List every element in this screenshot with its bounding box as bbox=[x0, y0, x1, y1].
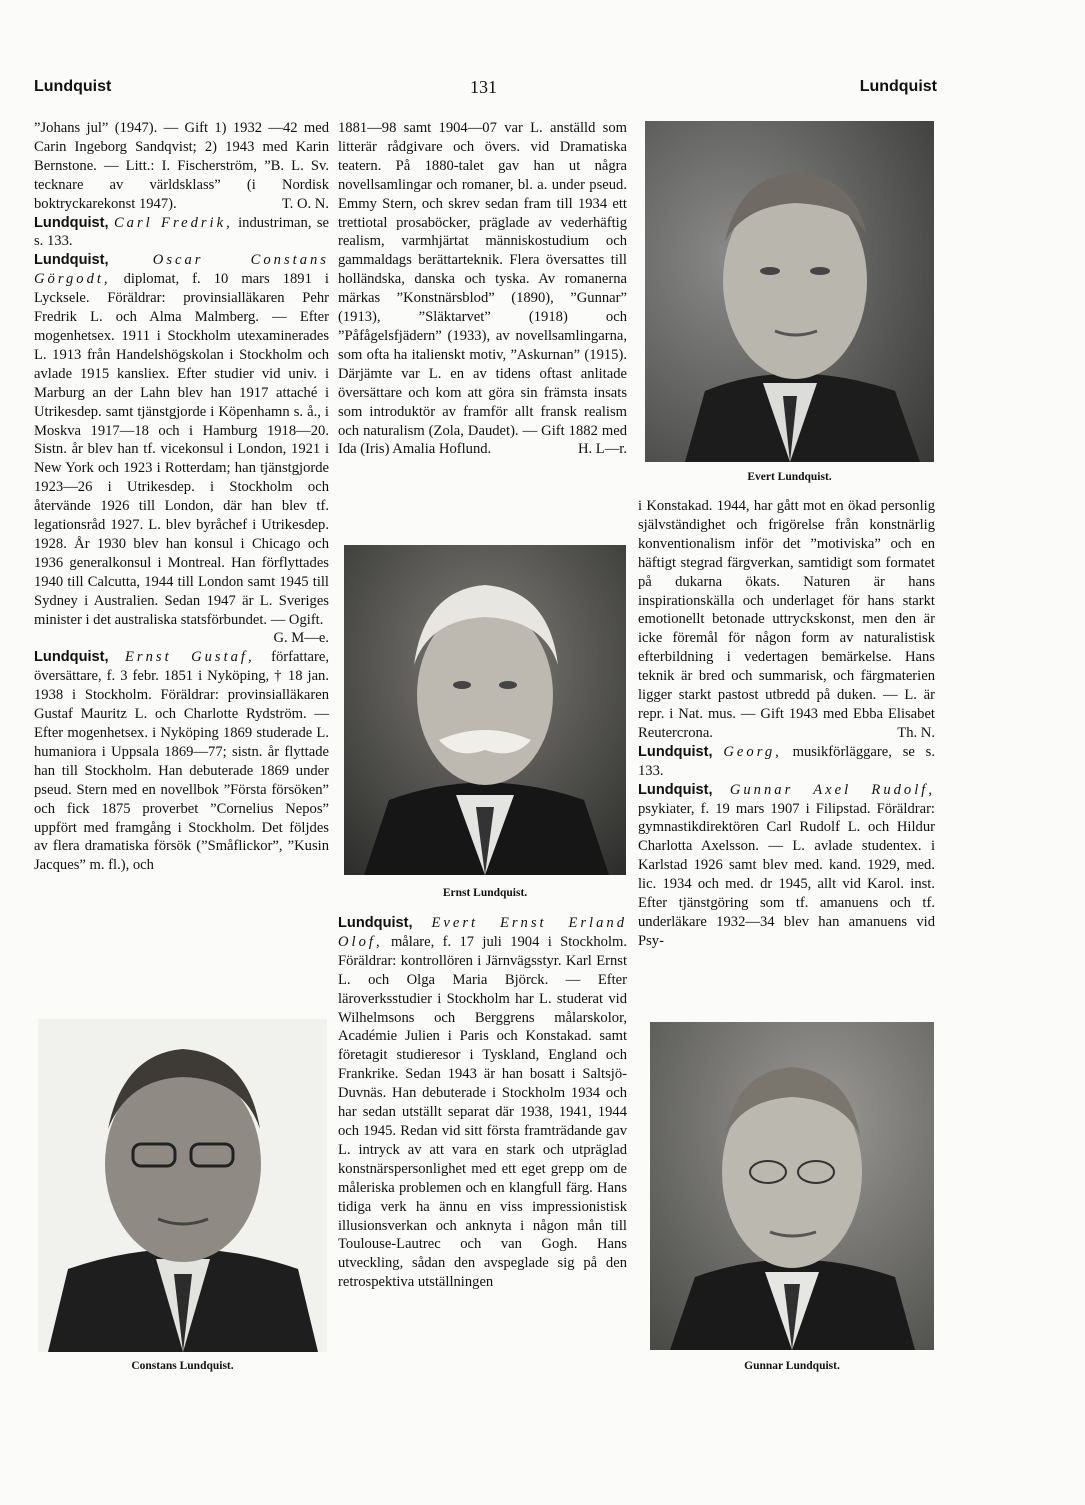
entry-text: diplomat, f. 10 mars 1891 i Lycksele. Föräldrar: provinsialläkaren Pehr Fredrik L. och Alma Malmberg. — Efter mogenhetsex. 1911 i Stockholm utexaminerades L. 1913 från Handelshögskolan i Stockholm och avlade 1915 kansliex. Efter studier vid univ. i Marburg an der Lahn blev han 1917 attaché i Utrikesdep. samt tjänstgjorde i Köpenhamn s. å., i Moskva 1917—18 och i Hamburg 1918—20. Sistn. år blev han tf. vicekonsul i London, 1921 i New York och 1923 i Rotterdam; han tjänstgjorde 1923—26 i Utrikesdep. i Stockholm och återvände 1926 till London, där han blev tf. legationsråd 1927. L. blev byråchef i Utrikesdep. 1928. År 1930 blev han konsul i Chicago och 1936 generalkonsul i Montreal. Han förflyttades 1940 till Calcutta, 1944 till London samt 1945 till Sydney i Australien. Sedan 1947 är L. Sveriges minister i det australiska statsförbundet. — Ogift. bbox=[34, 271, 329, 628]
caption-evert: Evert Lundquist. bbox=[747, 471, 832, 483]
entry-text: författare, översättare, f. 3 febr. 1851 i Nyköping, † 18 jan. 1938 i Stockholm. Föräldrar: provinsialläkaren Gustaf Mauritz L. och Charlotte Rydström. — Efter mogenhetsex. i Nyköping 1869 studerade L. humaniora i Uppsala 1869—77; sistn. år flyttade han till Stockholm. Han debuterade 1869 under pseud. Stern med en novellbok ”Första försöken” och fick 1875 proverbet ”Cornelius Nepos” uppfört med framgång i Stockholm. Det följdes av flera dramatiska försök (”Småflickor”, ”Kusin Jacques” m. fl.), och bbox=[34, 649, 330, 874]
entry-gunnar bbox=[638, 781, 935, 951]
entry-surname: Lundquist, bbox=[34, 252, 109, 269]
entry-ernst-gustaf bbox=[34, 648, 329, 875]
entry-surname: Lundquist, bbox=[638, 743, 713, 760]
entry-given-names: Georg, bbox=[723, 743, 782, 760]
portrait-image bbox=[650, 1022, 934, 1350]
entry-text: psykiater, f. 19 mars 1907 i Filipstad. Föräldrar: gymnastikdirektören Carl Rudolf L. och Hildur Charlotta Axelsson. — L. avlade studentex. i Karlstad 1926 samt blev med. kand. 1929, med. lic. 1934 och med. dr 1945, allt vid Karol. inst. Efter tjänstgöring som tf. amanuens och tf. underläkare 1932—34 blev han amanuens vid Psy- bbox=[638, 800, 935, 949]
column-2-lower bbox=[338, 914, 627, 1292]
column-2 bbox=[338, 119, 627, 459]
entry-continuation bbox=[638, 497, 935, 743]
caption-ernst: Ernst Lundquist. bbox=[442, 887, 528, 899]
entry-surname: Lundquist, bbox=[34, 214, 109, 231]
author-signature: G. M—e. bbox=[273, 630, 329, 647]
entry-given-names: Evert Ernst Erland Olof, bbox=[338, 915, 627, 950]
entry-surname: Lundquist, bbox=[638, 781, 713, 798]
entry-text: i Konstakad. 1944, har gått mot en ökad personlig självständighet och frigörelse från konstnärlig konventionalism inför det ”motiviska” och en häftigt stegrad färgverkan, samtidigt som formatet på dukarna ökats. Naturen är hans inspirationskälla och underlaget för hans starkt emotionellt betonade uttryckskonst, men den är icke föremål för någon form av naturalistisk efterbildning i vedertagen bemärkelse. Hans teknik är bred och summarisk, och färgmaterien ligger starkt pastost utbredd på duken. — L. är repr. i Nat. mus. — Gift 1943 med Ebba Elisabet Reutercrona. bbox=[638, 498, 935, 741]
entry-evert bbox=[338, 914, 627, 1292]
entry-oscar-constans bbox=[34, 251, 329, 647]
column-1 bbox=[34, 119, 329, 875]
entry-text: musikförläggare, se s. 133. bbox=[638, 743, 935, 779]
running-head-right: Lundquist bbox=[859, 78, 937, 95]
entry-continuation bbox=[338, 119, 627, 459]
running-head-left: Lundquist bbox=[34, 78, 112, 95]
entry-text: 1881—98 samt 1904—07 var L. anställd som litterär rådgivare och övers. vid Dramatiska teatern. På 1880-talet gav han ut några novellsamlingar och romaner, bl. a. under pseud. Emmy Stern, och skrev sedan fram till 1934 ett trettiotal prosaböcker, präglade av vederhäftig realism, varmhjärtat människostudium och gammaldags berättarteknik. Flera översattes till holländska, danska och tyska. Av romanerna märkas ”Konstnärsblod” (1890), ”Gunnar” (1913), ”Släktarvet” (1918) och ”Påfågelsfjädern” (1933), av novellsamlingarna, som ofta ha italienskt motiv, ”Askurnan” (1915). Därjämte var L. en av tidens oftast anlitade översättare och kom att göra sin främsta insats som introduktör av framför allt fransk realism och naturalism (Zola, Daudet). — Gift 1882 med Ida (Iris) Amalia Hoflund. bbox=[338, 120, 627, 458]
entry-text: ”Johans jul” (1947). — Gift 1) 1932 —42 med Carin Ingeborg Sandqvist; 2) 1943 med Karin Bernstone. — Litt.: I. Fischerström, ”B. L. Sv. tecknare av världsklass” (i Nordisk boktryckarekonst 1947). bbox=[34, 120, 329, 212]
portrait-evert-lundquist bbox=[645, 121, 934, 462]
portrait-image bbox=[38, 1019, 327, 1352]
entry-text: målare, f. 17 juli 1904 i Stockholm. Föräldrar: kontrollören i Järnvägsstyr. Karl Ernst L. och Olga Maria Björck. — Efter läroverksstudier i Stockholm har L. studerat vid Wilhelmsons och Berggrens målarskolor, Académie Julien i Paris och Konstakad. samt företagit studieresor i Tyskland, England och Frankrike. Sedan 1943 är han bosatt i Saltsjö-Duvnäs. Han debuterade i Stockholm 1934 och har sedan utställt separat där 1938, 1941, 1944 och 1945. Redan vid sitt första framträdande gav L. intryck av att vara en stark och utpräglad konstnärspersonlighet med ett eget grepp om de måleriska problemen och en klangfull färg. Hans tidiga verk ha ännu en viss impressionistisk illusionsverkan och anknyta i någon mån till Toulouse-Lautrec och van Gogh. Hans utveckling, sådan den avspeglade sig på den retrospektiva utställningen bbox=[338, 933, 627, 1291]
column-3 bbox=[638, 497, 935, 951]
entry-text: industriman, se s. 133. bbox=[34, 214, 329, 250]
author-signature: T. O. N. bbox=[281, 195, 329, 212]
entry-given-names: Carl Fredrik, bbox=[113, 214, 233, 231]
entry-given-names: Oscar Constans Görgodt, bbox=[34, 252, 329, 288]
portrait-constans-lundquist bbox=[38, 1019, 327, 1352]
caption-constans: Constans Lundquist. bbox=[131, 1360, 234, 1372]
entry-carl-fredrik bbox=[34, 214, 329, 252]
portrait-image bbox=[344, 545, 626, 875]
portrait-gunnar-lundquist bbox=[650, 1022, 934, 1350]
entry-surname: Lundquist, bbox=[338, 915, 413, 931]
entry-given-names: Ernst Gustaf, bbox=[125, 649, 255, 666]
portrait-image bbox=[645, 121, 934, 462]
page-number: 131 bbox=[470, 77, 497, 97]
entry-continuation bbox=[34, 119, 329, 214]
caption-gunnar: Gunnar Lundquist. bbox=[744, 1360, 840, 1372]
entry-given-names: Gunnar Axel Rudolf, bbox=[729, 781, 935, 798]
entry-surname: Lundquist, bbox=[34, 649, 109, 666]
author-signature: Th. N. bbox=[897, 724, 935, 741]
portrait-ernst-lundquist bbox=[344, 545, 626, 875]
author-signature: H. L—r. bbox=[577, 441, 627, 458]
entry-georg bbox=[638, 743, 935, 781]
